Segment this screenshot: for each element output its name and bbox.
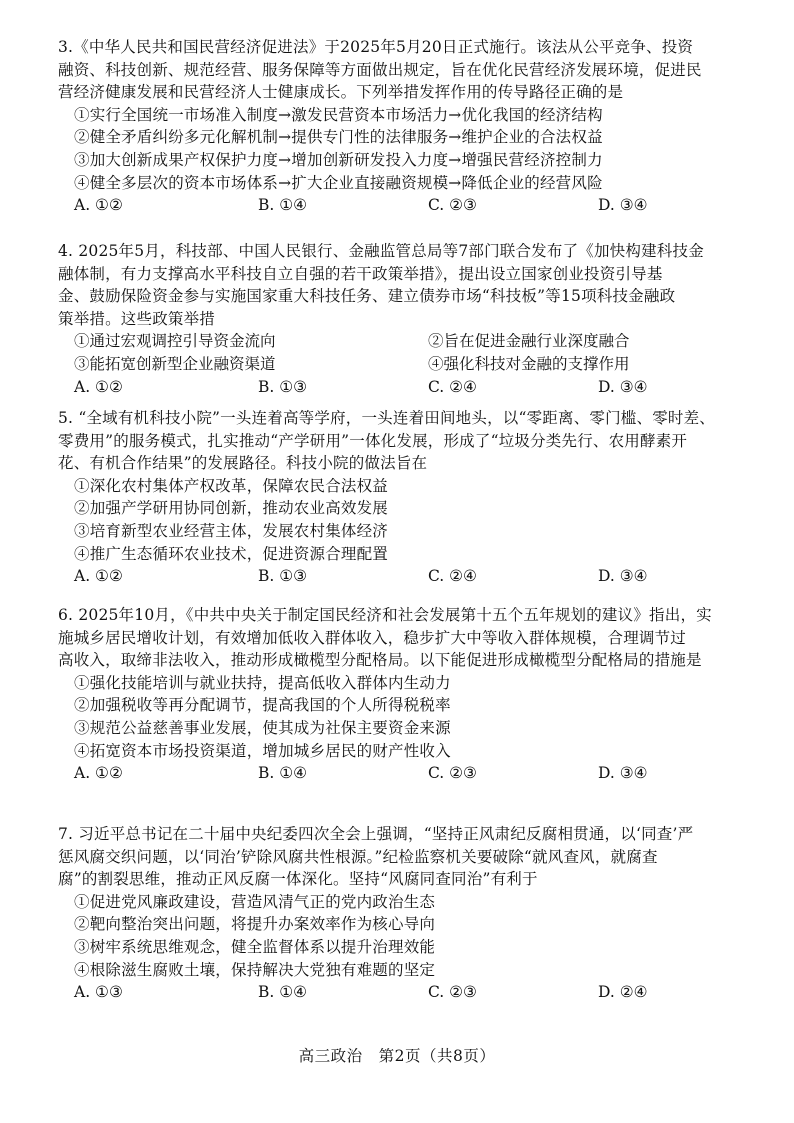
choice-d: D. ③④ xyxy=(598,567,648,586)
choice-a: A. ①② xyxy=(74,764,123,783)
question-stem-line: 营经济健康发展和民营经济人士健康成长。下列举措发挥作用的传导路径正确的是 xyxy=(58,83,624,102)
choice-c: C. ②④ xyxy=(428,377,477,396)
question-stem-line: 3.《中华人民共和国民营经济促进法》于2025年5月20日正式施行。该法从公平竞争、投资 xyxy=(58,38,694,56)
choice-a: A. ①③ xyxy=(74,983,123,1002)
choice-b: B. ①④ xyxy=(258,983,308,1002)
option-statement: ①深化农村集体产权改革，保障农民合法权益 xyxy=(74,476,389,495)
question-stem-line: 高收入，取缔非法收入，推动形成橄榄型分配格局。以下能促进形成橄榄型分配格局的措施是 xyxy=(58,651,702,670)
question-stem-line: 花、有机合作结果”的发展路径。科技小院的做法旨在 xyxy=(58,454,428,473)
option-statement: ④强化科技对金融的支撑作用 xyxy=(428,354,630,373)
option-row xyxy=(58,353,738,376)
question-stem-line: 腐”的割裂思维，推动正风反腐一体深化。坚持“风腐同查同治”有利于 xyxy=(58,870,538,889)
answer-choices xyxy=(58,194,738,217)
option-statement: ①通过宏观调控引导资金流向 xyxy=(74,332,276,351)
page-footer: 高三政治 第2页（共8页） xyxy=(298,1047,496,1065)
choice-c: C. ②③ xyxy=(428,983,477,1002)
choice-d: D. ③④ xyxy=(598,764,648,783)
choice-d: D. ③④ xyxy=(598,377,648,396)
choice-c: C. ②④ xyxy=(428,567,477,586)
answer-choices xyxy=(58,762,738,785)
option-statement: ③加大创新成果产权保护力度→增加创新研发投入力度→增强民营经济控制力 xyxy=(74,150,603,169)
question-stem-line: 策举措。这些政策举措 xyxy=(58,309,216,328)
question-stem-line: 5. “全域有机科技小院”一头连着高等学府，一头连着田间地头，以“零距离、零门槛、零时差、 xyxy=(58,409,715,427)
question-3 xyxy=(58,36,738,217)
choice-d: D. ②④ xyxy=(598,983,648,1002)
choice-b: B. ①④ xyxy=(258,196,308,215)
option-statement: ③规范公益慈善事业发展，使其成为社保主要资金来源 xyxy=(74,718,451,737)
option-statement: ②旨在促进金融行业深度融合 xyxy=(428,332,630,351)
question-stem-line: 惩风腐交织问题，以‘同治’铲除风腐共性根源。”纪检监察机关要破除“就风查风，就腐查 xyxy=(58,847,658,866)
question-4 xyxy=(58,240,738,398)
question-7 xyxy=(58,823,738,1004)
option-row xyxy=(58,330,738,353)
answer-choices xyxy=(58,981,738,1004)
choice-d: D. ③④ xyxy=(598,196,648,215)
question-stem-line: 融资、科技创新、规范经营、服务保障等方面做出规定，旨在优化民营经济发展环境，促进民 xyxy=(58,60,702,79)
choice-a: A. ①② xyxy=(74,196,123,215)
question-stem-line: 7. 习近平总书记在二十届中央纪委四次全会上强调，“坚持正风肃纪反腐相贯通，以‘同查’严 xyxy=(58,825,694,843)
option-statement: ①促进党风廉政建设，营造风清气正的党内政治生态 xyxy=(74,892,436,911)
answer-choices xyxy=(58,565,738,588)
choice-c: C. ②③ xyxy=(428,764,477,783)
option-statement: ②健全矛盾纠纷多元化解机制→提供专门性的法律服务→维护企业的合法权益 xyxy=(74,128,603,147)
option-statement: ④推广生态循环农业技术，促进资源合理配置 xyxy=(74,544,389,563)
question-5 xyxy=(58,407,738,588)
option-statement: ②加强税收等再分配调节，提高我国的个人所得税税率 xyxy=(74,696,451,715)
option-statement: ④拓宽资本市场投资渠道，增加城乡居民的财产性收入 xyxy=(74,741,451,760)
choice-c: C. ②③ xyxy=(428,196,477,215)
option-statement: ②加强产学研用协同创新，推动农业高效发展 xyxy=(74,499,389,518)
question-stem-line: 零费用”的服务模式，扎实推动“产学研用”一体化发展，形成了“垃圾分类先行、农用酵素开 xyxy=(58,431,688,450)
choice-a: A. ①② xyxy=(74,567,123,586)
option-statement: ③培育新型农业经营主体，发展农村集体经济 xyxy=(74,521,389,540)
question-stem-line: 融体制，有力支撑高水平科技自立自强的若干政策举措》，提出设立国家创业投资引导基 xyxy=(58,264,663,283)
option-statement: ③能拓宽创新型企业融资渠道 xyxy=(74,354,276,373)
question-stem-line: 施城乡居民增收计划，有效增加低收入群体收入，稳步扩大中等收入群体规模，合理调节过 xyxy=(58,628,687,647)
choice-b: B. ①③ xyxy=(258,567,308,586)
option-statement: ③树牢系统思维观念，健全监督体系以提升治理效能 xyxy=(74,937,436,956)
question-stem-line: 4. 2025年5月，科技部、中国人民银行、金融监管总局等7部门联合发布了《加快构建科技金 xyxy=(58,242,704,260)
choice-a: A. ①② xyxy=(74,377,123,396)
option-statement: ④健全多层次的资本市场体系→扩大企业直接融资规模→降低企业的经营风险 xyxy=(74,173,603,192)
question-stem-line: 6. 2025年10月，《中共中央关于制定国民经济和社会发展第十五个五年规划的建议》指出，实 xyxy=(58,606,712,624)
choice-b: B. ①④ xyxy=(258,764,308,783)
option-statement: ①实行全国统一市场准入制度→激发民营资本市场活力→优化我国的经济结构 xyxy=(74,105,603,124)
option-statement: ②靶向整治突出问题，将提升办案效率作为核心导向 xyxy=(74,915,436,934)
answer-choices xyxy=(58,376,738,399)
option-statement: ①强化技能培训与就业扶持，提高低收入群体内生动力 xyxy=(74,673,451,692)
choice-b: B. ①③ xyxy=(258,377,308,396)
option-statement: ④根除滋生腐败土壤，保持解决大党独有难题的坚定 xyxy=(74,960,436,979)
question-stem-line: 金、鼓励保险资金参与实施国家重大科技任务、建立债券市场“科技板”等15项科技金融政 xyxy=(58,287,676,306)
question-6 xyxy=(58,604,738,785)
